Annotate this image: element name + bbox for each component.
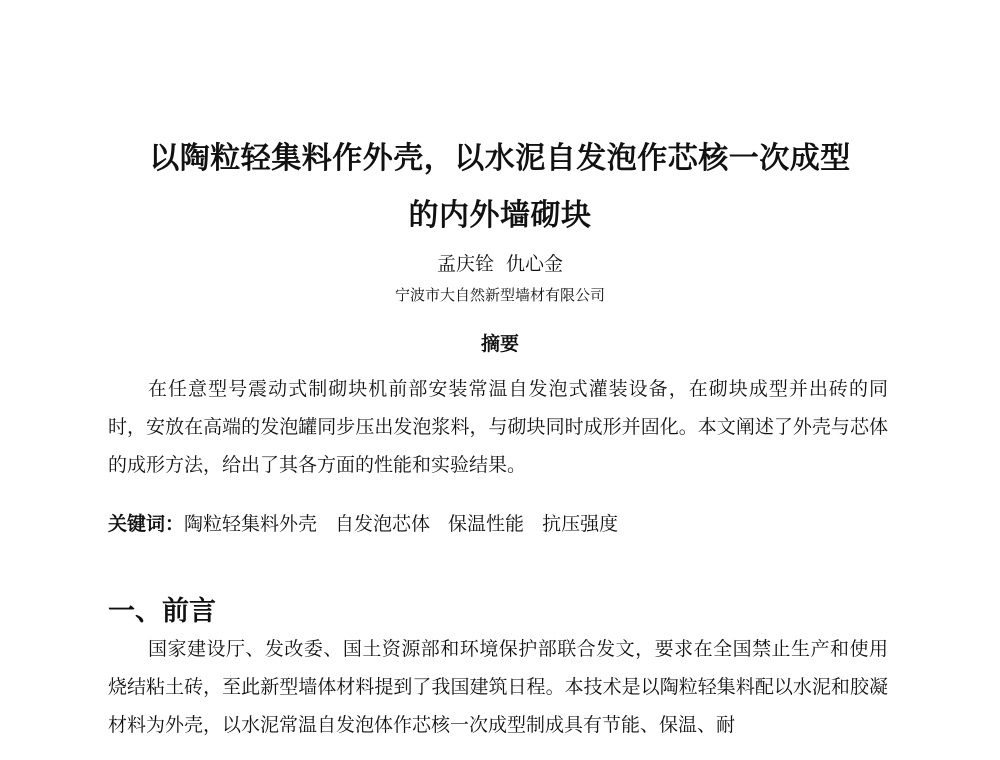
keyword-item: 保温性能 — [448, 513, 525, 535]
keyword-item: 自发泡芯体 — [335, 513, 431, 535]
affiliation: 宁波市大自然新型墙材有限公司 — [394, 286, 605, 304]
authors: 孟庆铨 仇心金 — [436, 253, 564, 275]
keyword-item: 抗压强度 — [542, 513, 619, 535]
section-heading-introduction: 一、前言 — [108, 596, 216, 628]
abstract-heading: 摘要 — [480, 333, 519, 355]
introduction-text: 国家建设厅、发改委、国土资源部和环境保护部联合发文，要求在全国禁止生产和使用烧结粘土砖，至此新型墙体材料提到了我国建筑日程。本技术是以陶粒轻集料配以水泥和胶凝材料为外壳，以水泥常温自发泡体作芯核一次成型制成具有节能、保温、耐 — [108, 638, 888, 736]
keyword-item: 陶粒轻集料外壳 — [184, 513, 318, 535]
keywords-label: 关键词： — [108, 513, 185, 535]
paper-title-line-2: 的内外墙砌块 — [408, 198, 592, 233]
abstract-text: 在任意型号震动式制砌块机前部安装常温自发泡式灌装设备，在砌块成型并出砖的同时，安放在高端的发泡罐同步压出发泡浆料，与砌块同时成形并固化。本文阐述了外壳与芯体的成形方法，给出了其各方面的性能和实验结果。 — [108, 378, 888, 476]
paper-title-line-1: 以陶粒轻集料作外壳，以水泥自发泡作芯核一次成型 — [149, 141, 851, 176]
keywords — [108, 509, 888, 536]
